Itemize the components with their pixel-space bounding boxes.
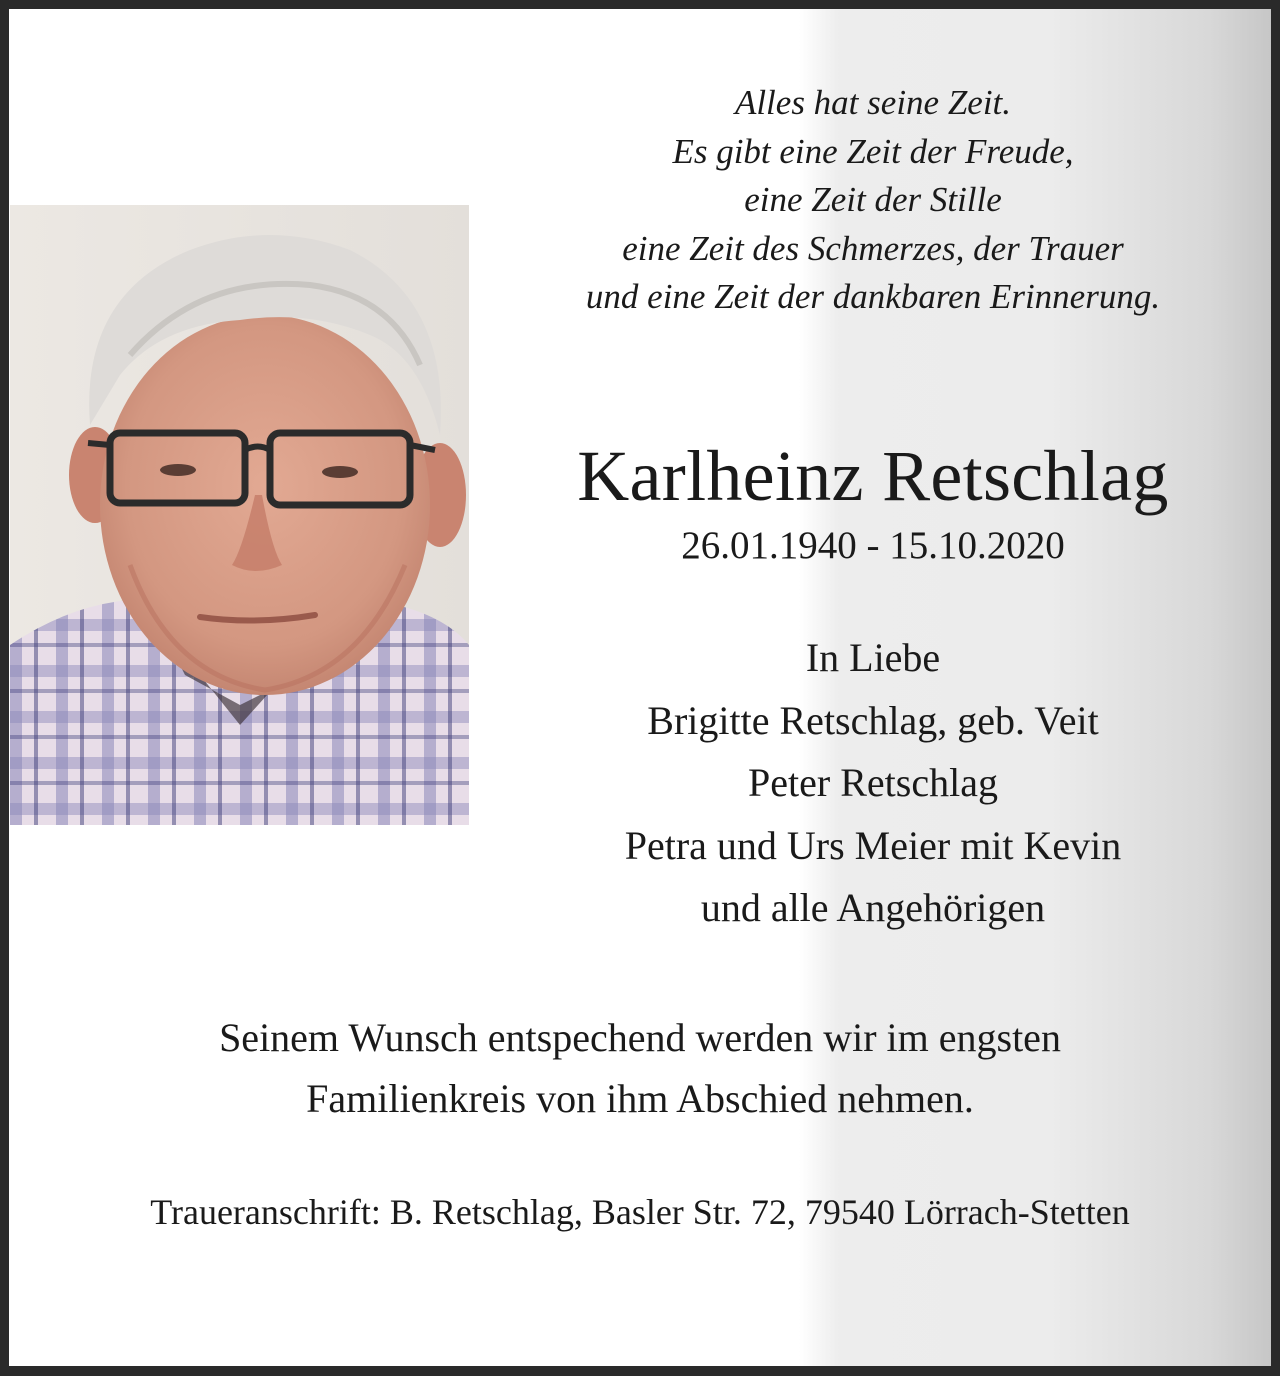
mourners-list [521, 627, 1225, 940]
mourner-line: Petra und Urs Meier mit Kevin [624, 822, 1122, 868]
deceased-name: Karlheinz Retschlag [577, 436, 1169, 516]
mourner-line: Peter Retschlag [748, 760, 998, 805]
poem-line: Alles hat seine Zeit. [734, 83, 1012, 122]
life-dates: 26.01.1940 - 15.10.2020 [681, 524, 1065, 567]
farewell-line: Seinem Wunsch entspechend werden wir im engsten [219, 1015, 1061, 1060]
poem-line: eine Zeit des Schmerzes, der Trauer [622, 228, 1124, 268]
poem-line: eine Zeit der Stille [744, 180, 1002, 219]
mourner-line: In Liebe [805, 635, 941, 680]
poem [521, 79, 1225, 322]
mourner-line: und alle Angehörigen [700, 885, 1046, 930]
poem-line: und eine Zeit der dankbaren Erinnerung. [585, 277, 1161, 316]
mourner-line: Brigitte Retschlag, geb. Veit [647, 697, 1099, 743]
mourning-address: Traueranschrift: B. Retschlag, Basler Str. 72, 79540 Lörrach-Stetten [150, 1192, 1130, 1232]
farewell-note [9, 1007, 1271, 1129]
portrait-photo [10, 205, 469, 825]
farewell-line: Familienkreis von ihm Abschied nehmen. [306, 1076, 974, 1121]
poem-line: Es gibt eine Zeit der Freude, [672, 131, 1074, 171]
